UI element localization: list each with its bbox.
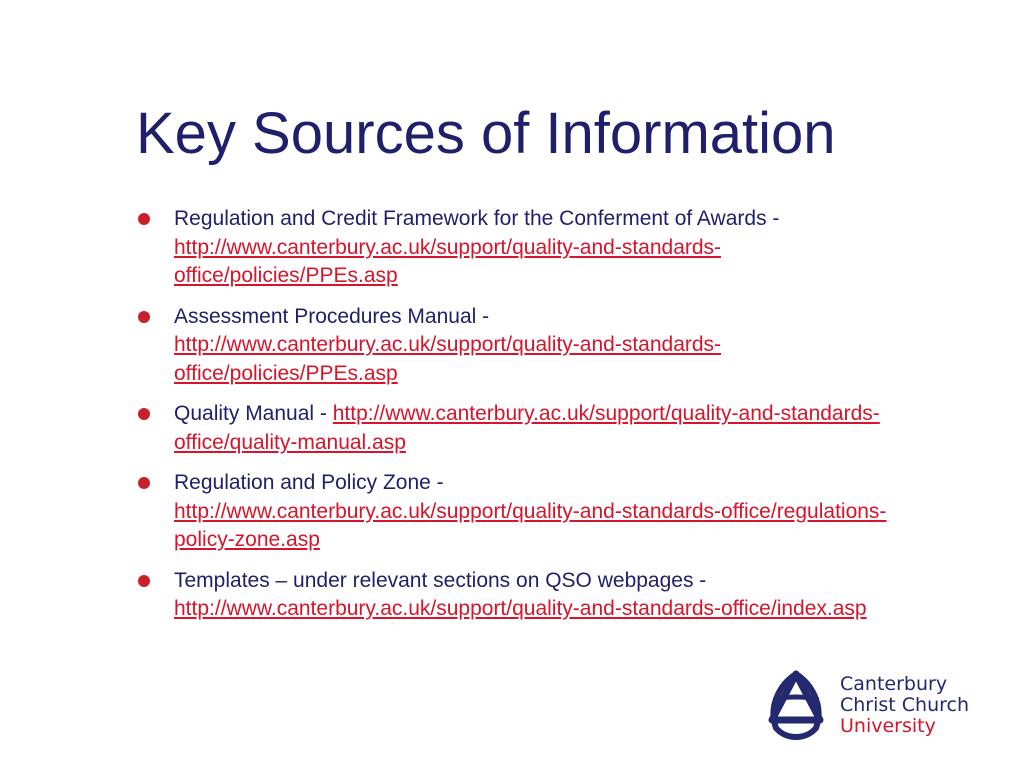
university-logo [760, 668, 1000, 746]
bullet-item [136, 469, 896, 555]
bullet-text: Quality Manual - [174, 402, 333, 425]
bullet-dot-icon [138, 213, 150, 225]
bullet-text: Assessment Procedures Manual - [174, 304, 490, 328]
source-link[interactable]: http://www.canterbury.ac.uk/support/quality-and-standards-office/index.asp [174, 597, 867, 620]
bullet-text: Templates – under relevant sections on QSO webpages - [174, 568, 707, 592]
source-link[interactable]: http://www.canterbury.ac.uk/support/quality-and-standards-office/policies/PPEs.asp [174, 333, 722, 385]
bullet-item [136, 303, 896, 389]
bullet-dot-icon [138, 575, 150, 587]
logo-line-university: University [840, 715, 936, 737]
bullet-item [136, 400, 896, 457]
bullet-text: Regulation and Policy Zone - [174, 471, 444, 494]
bullet-text: Regulation and Credit Framework for the Conferment of Awards - [174, 207, 780, 230]
logo-wordmark [840, 674, 969, 737]
source-link[interactable]: http://www.canterbury.ac.uk/support/quality-and-standards-office/regulations-policy-zone.asp [174, 499, 887, 551]
bullet-dot-icon [138, 477, 150, 489]
bullet-list [136, 205, 896, 636]
bullet-dot-icon [138, 408, 150, 420]
slide-title: Key Sources of Information [136, 101, 836, 166]
bullet-item [136, 205, 896, 291]
bullet-dot-icon [138, 311, 150, 323]
logo-line-christ-church: Christ Church [840, 694, 970, 716]
logo-line-canterbury: Canterbury [840, 673, 948, 695]
bullet-item [136, 567, 896, 624]
source-link[interactable]: http://www.canterbury.ac.uk/support/quality-and-standards-office/quality-manual.asp [174, 402, 880, 454]
source-link[interactable]: http://www.canterbury.ac.uk/support/quality-and-standards-office/policies/PPEs.asp [174, 235, 722, 287]
celtic-knot-icon [760, 670, 832, 742]
